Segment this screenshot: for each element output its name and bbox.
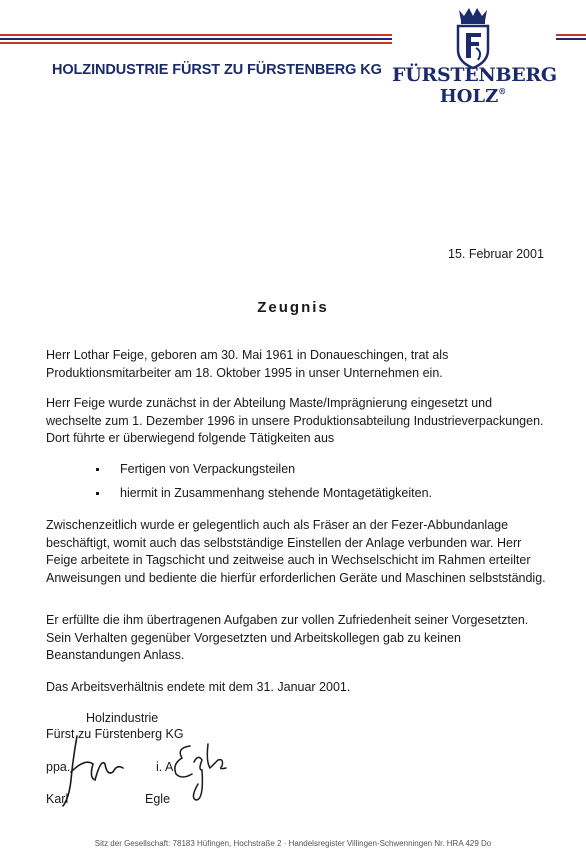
signature-company-line1: Holzindustrie: [86, 711, 159, 725]
top-stripe-red-2: [0, 42, 392, 44]
paragraph-assessment: Er erfüllte die ihm übertragenen Aufgaben zur vollen Zufriedenheit seiner Vorgesetzten. Sein Verhalten gegenüber Vorgesetzten und Arbeitskollegen gab zu keinen Beanstandungen Anlass.: [46, 613, 529, 662]
top-stripe-blue: [0, 38, 392, 40]
top-stripe-red: [0, 34, 392, 36]
signature-ppa: ppa.: [46, 760, 71, 774]
bullet-dot: [96, 468, 99, 471]
document-title: Zeugnis: [257, 299, 329, 316]
company-name: HOLZINDUSTRIE FÜRST ZU FÜRSTENBERG KG: [52, 62, 382, 78]
top-stripe-right-red: [556, 34, 586, 36]
signature-ia: i. A.: [156, 760, 177, 774]
bullet-text: Fertigen von Verpackungsteilen: [120, 462, 296, 476]
brand-line2-wrap: [392, 86, 554, 107]
bullet-dot: [96, 492, 99, 495]
signer-name-1: Karl: [46, 792, 69, 806]
bullet-text: hiermit in Zusammenhang stehende Montagetätigkeiten.: [120, 486, 432, 500]
paragraph-end: Das Arbeitsverhältnis endete mit dem 31. Januar 2001.: [46, 680, 351, 694]
handwritten-signature-2: [168, 740, 238, 806]
paragraph-duties: Herr Feige wurde zunächst in der Abteilung Maste/Imprägnierung eingesetzt und wechselte zum 1. Dezember 1996 in unsere Produktionsabteilung Industrieverpackungen. Dort führte er überwiegend folgende Tätigkeiten aus: [46, 396, 544, 445]
brand-line2: HOLZ: [439, 86, 499, 107]
footer-legal: Sitz der Gesellschaft: 78183 Hüfingen, Hochstraße 2 · Handelsregister Villingen-Schwenningen Nr. HRA 429 Do: [94, 839, 492, 848]
registered-mark: ®: [498, 86, 507, 96]
paragraph-additional: Zwischenzeitlich wurde er gelegentlich auch als Fräser an der Fezer-Abbundanlage beschäftigt, womit auch das selbstständige Einstellen der Anlage verbunden war. Herr Feige arbeitete in Tagschicht und zeitweise auch in Wechselschicht im Rahmen erteilter Anweisungen und bediente die hierfür erforderlichen Geräte und Maschinen selbstständig.: [46, 518, 546, 585]
handwritten-signature-1: [55, 728, 135, 808]
signer-name-2: Egle: [145, 792, 171, 806]
brand-line1: FÜRSTENBERG: [392, 64, 557, 86]
signature-company-line2: Fürst zu Fürstenberg KG: [46, 727, 184, 741]
letter-date: 15. Februar 2001: [448, 247, 544, 261]
top-stripe-right-blue: [556, 38, 586, 40]
paragraph-intro: Herr Lothar Feige, geboren am 30. Mai 1961 in Donaueschingen, trat als Produktionsmitarbeiter am 18. Oktober 1995 in unser Unternehmen ein.: [46, 348, 449, 380]
fuerstenberg-logo: [392, 6, 557, 112]
